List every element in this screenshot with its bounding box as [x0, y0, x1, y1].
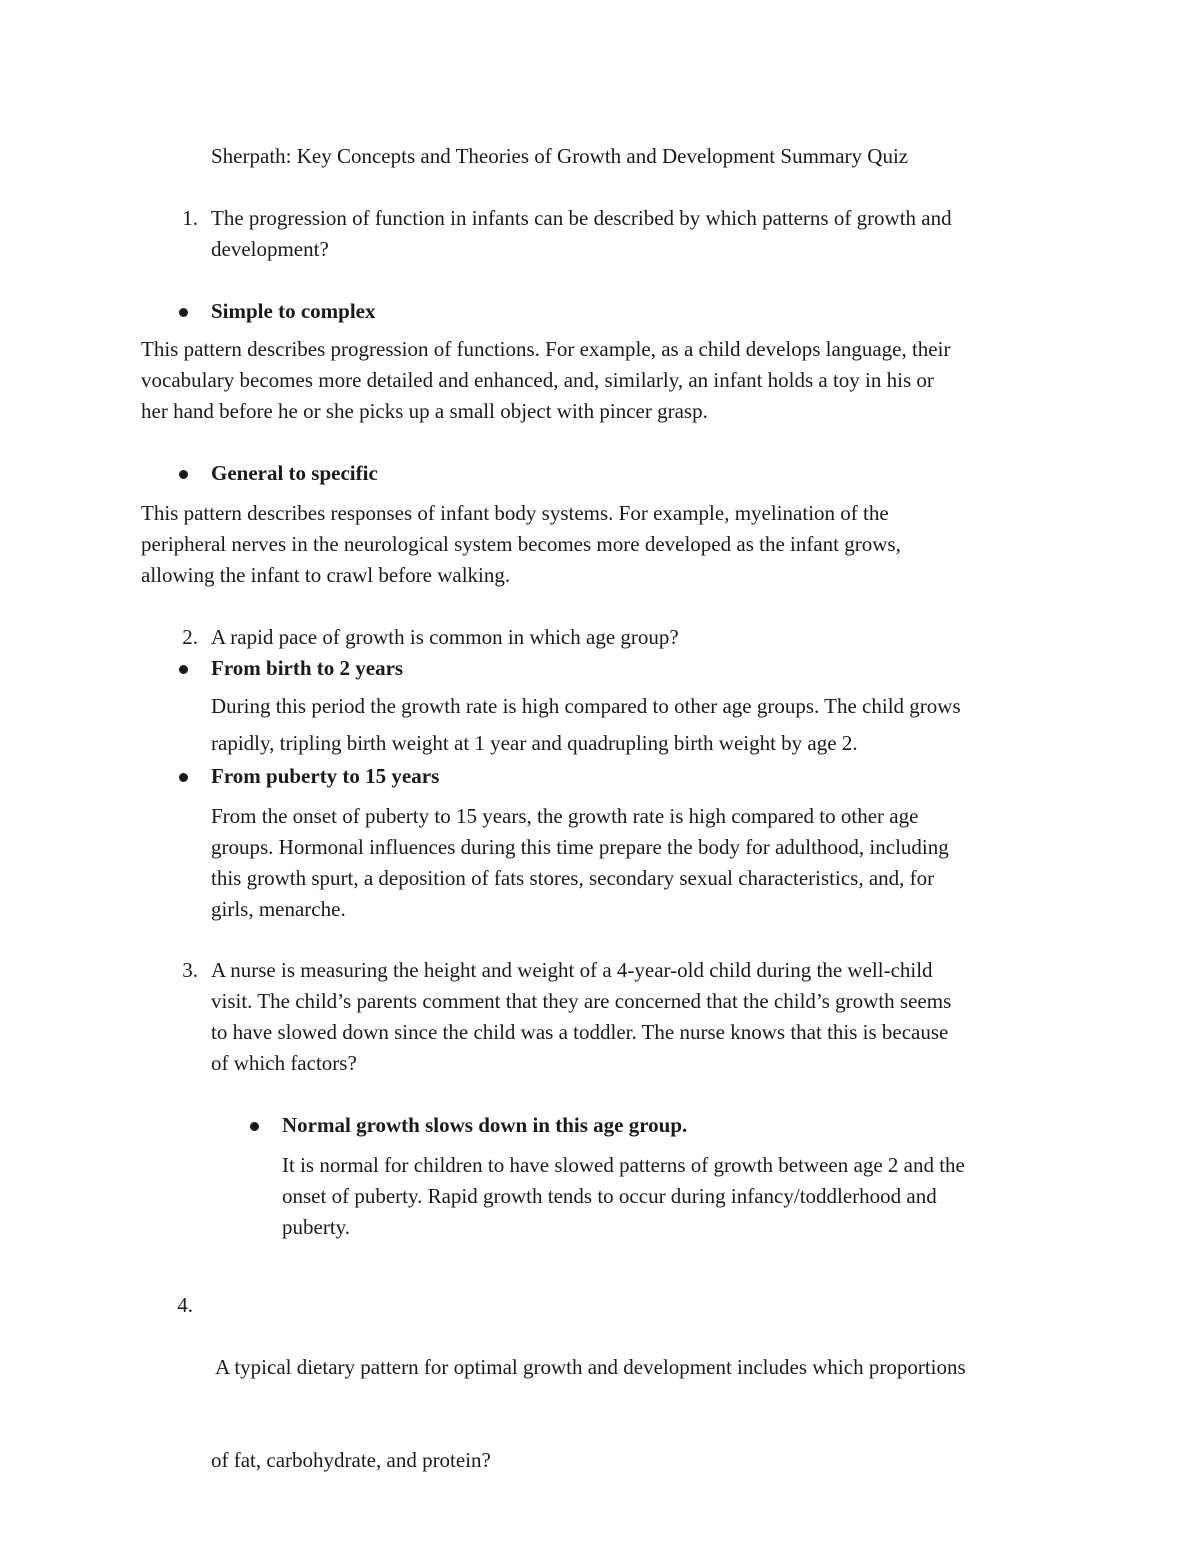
question-3-line: visit. The child’s parents comment that they are concerned that the child’s growth seems	[211, 989, 952, 1013]
bullet-icon	[179, 773, 188, 782]
explanation-line: onset of puberty. Rapid growth tends to occur during infancy/toddlerhood and	[282, 1184, 937, 1208]
bullet-icon	[179, 470, 188, 479]
explanation-line: groups. Hormonal influences during this time prepare the body for adulthood, including	[211, 835, 949, 859]
explanation-line: her hand before he or she picks up a small object with pincer grasp.	[141, 399, 708, 423]
question-4-number: 4.	[177, 1293, 193, 1317]
bullet-icon	[179, 665, 188, 674]
question-1-line: development?	[211, 237, 329, 261]
answer-explanation	[211, 688, 961, 762]
document-title: Sherpath: Key Concepts and Theories of Growth and Development Summary Quiz	[211, 144, 909, 168]
explanation-line: peripheral nerves in the neurological system becomes more developed as the infant grows,	[141, 532, 901, 556]
answer-explanation	[141, 334, 950, 427]
bullet-icon	[250, 1122, 259, 1131]
explanation-line: rapidly, tripling birth weight at 1 year and quadrupling birth weight by age 2.	[211, 731, 858, 755]
question-2-number: 2.	[182, 625, 198, 649]
question-4-text	[211, 1290, 966, 1538]
question-4-line: of fat, carbohydrate, and protein?	[211, 1448, 491, 1472]
answer-explanation	[282, 1150, 965, 1243]
question-1-number: 1.	[182, 206, 198, 230]
question-3-line: of which factors?	[211, 1051, 357, 1075]
explanation-line: puberty.	[282, 1215, 351, 1239]
answer-label: Simple to complex	[211, 299, 376, 323]
question-3-line: A nurse is measuring the height and weight of a 4-year-old child during the well-child	[211, 958, 933, 982]
question-3-text	[211, 955, 951, 1079]
answer-label: Normal growth slows down in this age group.	[282, 1113, 688, 1137]
explanation-line: girls, menarche.	[211, 897, 346, 921]
explanation-line: allowing the infant to crawl before walking.	[141, 563, 511, 587]
question-3-line: to have slowed down since the child was a toddler. The nurse knows that this is because	[211, 1020, 949, 1044]
explanation-line: During this period the growth rate is high compared to other age groups. The child grows	[211, 694, 961, 718]
question-1-line: The progression of function in infants can be described by which patterns of growth and	[211, 206, 952, 230]
explanation-line: vocabulary becomes more detailed and enhanced, and, similarly, an infant holds a toy in his or	[141, 368, 934, 392]
answer-label: General to specific	[211, 461, 378, 485]
question-2-text: A rapid pace of growth is common in which age group?	[211, 625, 679, 649]
explanation-line: From the onset of puberty to 15 years, the growth rate is high compared to other age	[211, 804, 919, 828]
answer-explanation	[211, 801, 949, 925]
explanation-line: This pattern describes progression of functions. For example, as a child develops language, their	[141, 337, 951, 361]
explanation-line: this growth spurt, a deposition of fats stores, secondary sexual characteristics, and, for	[211, 866, 935, 890]
question-3-number: 3.	[182, 958, 198, 982]
question-1-text	[211, 203, 952, 265]
answer-label: From birth to 2 years	[211, 656, 404, 680]
explanation-line: This pattern describes responses of infant body systems. For example, myelination of the	[141, 501, 889, 525]
answer-explanation	[141, 498, 901, 591]
explanation-line: It is normal for children to have slowed patterns of growth between age 2 and the	[282, 1153, 965, 1177]
answer-label: From puberty to 15 years	[211, 764, 440, 788]
question-4-line: A typical dietary pattern for optimal growth and development includes which proportions	[211, 1355, 966, 1379]
bullet-icon	[179, 308, 188, 317]
